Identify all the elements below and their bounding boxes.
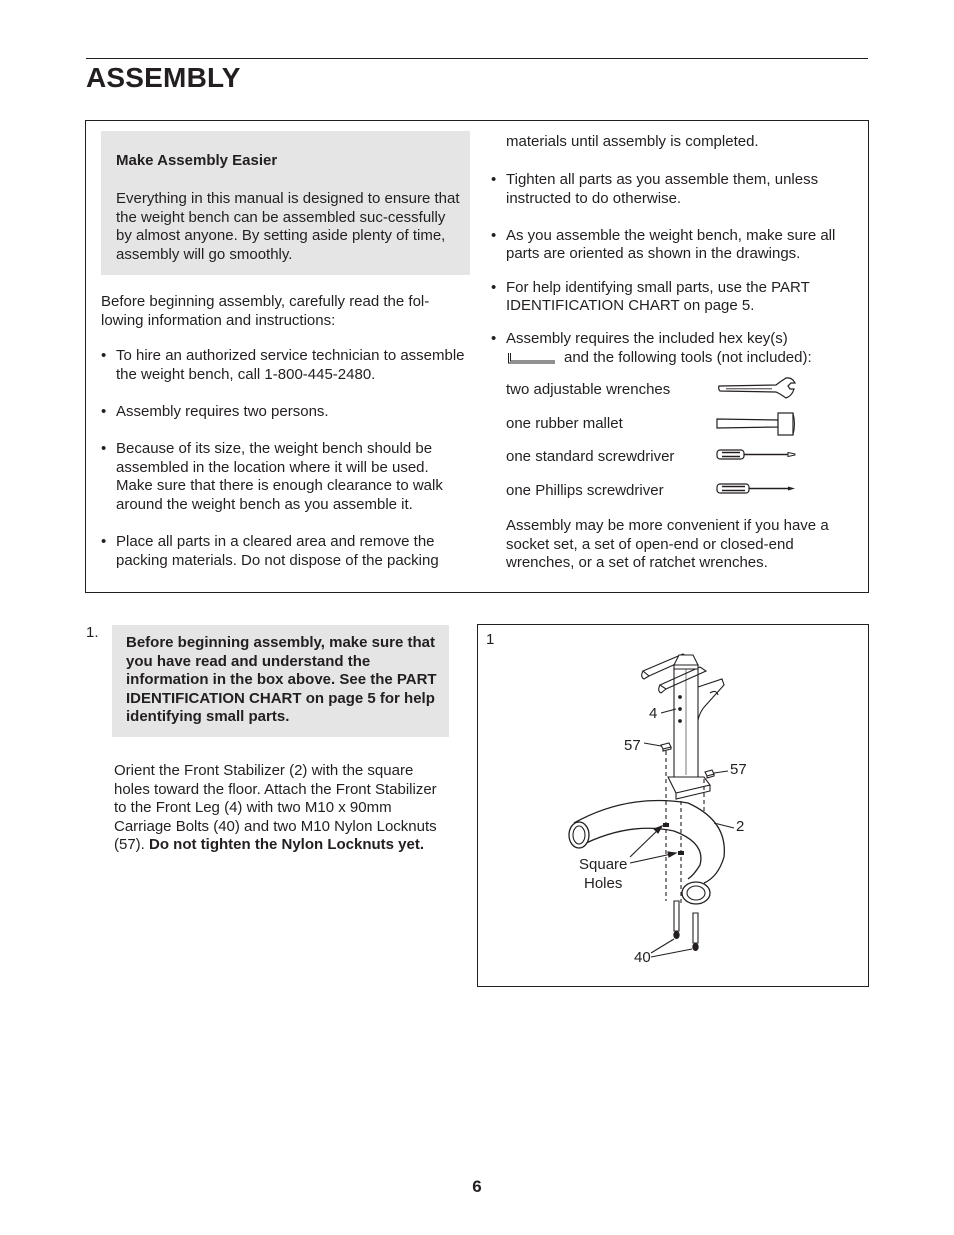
left-bullet-list (101, 347, 466, 570)
label-square-holes-line2: Holes (584, 875, 623, 892)
bullet-cleared-area: • Place all parts in a cleared area and remove the packing materials. Do not dispose of the packing (101, 533, 466, 570)
phillips-screwdriver-icon (716, 477, 798, 501)
tool-list (506, 381, 866, 515)
step-instructions-text: Orient the Front Stabilizer (2) with the square holes toward the floor. Attach the Front Stabilizer to the Front Leg (4) with two M10 x 90mm Carriage Bolts (40) and two M10 Nylon Locknuts (57). (114, 762, 437, 854)
bullet-service-technician: • To hire an authorized service technician to assemble the weight bench, call 1-800-445-2480. (101, 347, 466, 384)
tool-label: two adjustable wrenches (506, 381, 671, 398)
label-locknut-left: 57 (624, 737, 641, 754)
bullet-part-identification: • For help identifying small parts, use the PART IDENTIFICATION CHART on page 5. (491, 279, 861, 316)
hex-key-icon (508, 352, 556, 364)
standard-screwdriver-icon (716, 443, 798, 467)
easier-body: Everything in this manual is designed to ensure that the weight bench can be assembled suc-cessfully by almost anyone. By setting aside plenty of time, assembly will go smoothly. (116, 190, 460, 263)
label-front-stabilizer: 2 (736, 818, 745, 835)
bullet-location: • Because of its size, the weight bench should be assembled in the location where it will be used. Make sure that there is enough clearance to walk around the weight bench as you assemble it. (101, 440, 466, 514)
step-instructions (114, 762, 444, 855)
step-note-text: Before beginning assembly, make sure that you have read and understand the information in the box above. See the PART IDENTIFICATION CHART on page 5 for help identifying small parts. (126, 634, 437, 726)
alternative-tools-text: Assembly may be more convenient if you have a socket set, a set of open-end or closed-end wrenches, or a set of ratchet wrenches. (506, 517, 829, 572)
easier-heading: Make Assembly Easier (116, 152, 278, 169)
adjustable-wrench-icon (716, 376, 798, 402)
label-front-leg: 4 (649, 705, 658, 722)
figure-number: 1 (486, 631, 495, 648)
bullet-tighten-parts: • Tighten all parts as you assemble them, unless instructed to do otherwise. (491, 171, 861, 208)
tool-label: one rubber mallet (506, 414, 623, 432)
figure-1 (477, 624, 869, 987)
step-note-box (112, 625, 449, 737)
right-bullet-list (491, 171, 861, 368)
intro-text: Before beginning assembly, carefully read the fol-lowing information and instructions: (101, 293, 430, 329)
label-square-holes-line1: Square (579, 856, 628, 873)
tool-label: one Phillips screwdriver (506, 481, 664, 499)
bullet-hex-key (491, 330, 861, 367)
bullet-two-persons: • Assembly requires two persons. (101, 403, 466, 422)
page-title: ASSEMBLY (86, 62, 241, 93)
bullet-orientation: • As you assemble the weight bench, make sure all parts are oriented as shown in the drawings. (491, 227, 861, 264)
hex-key-text-b: and the following tools (not included): (564, 348, 812, 366)
step-number: 1. (86, 624, 99, 641)
label-carriage-bolts: 40 (634, 949, 651, 966)
make-assembly-easier-box (101, 131, 470, 275)
tool-label: one standard screwdriver (506, 448, 675, 466)
tool-row (506, 482, 866, 516)
tool-row (506, 381, 866, 415)
hex-key-text-a: Assembly requires the included hex key(s) (506, 330, 788, 348)
rubber-mallet-icon (716, 409, 798, 439)
page-number: 6 (472, 1177, 482, 1196)
tool-row (506, 448, 866, 482)
label-locknut-right: 57 (730, 761, 747, 778)
front-stabilizer-assembly-drawing (478, 625, 868, 986)
header-rule (86, 58, 868, 59)
step-instructions-warning: Do not tighten the Nylon Locknuts yet. (149, 836, 425, 854)
assembly-info-box (85, 120, 869, 593)
packing-continuation: materials until assembly is completed. (506, 133, 759, 150)
tool-row (506, 415, 866, 449)
